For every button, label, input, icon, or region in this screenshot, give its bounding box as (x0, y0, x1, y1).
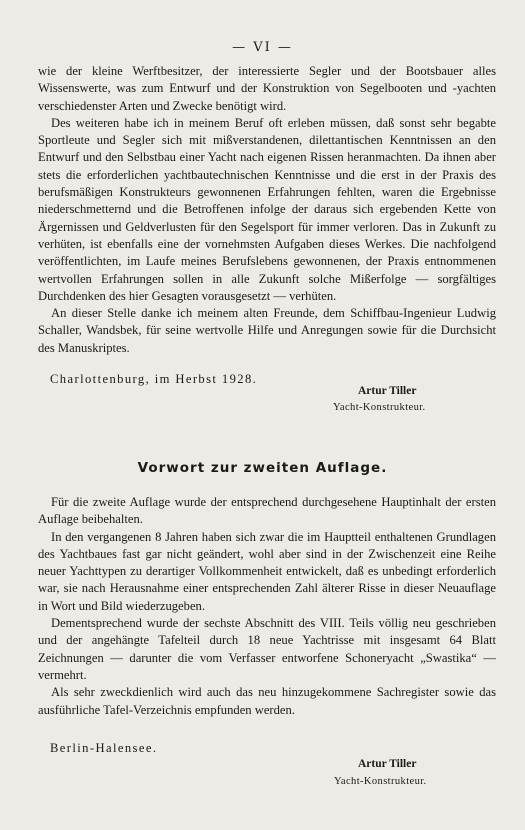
paragraph: Dementsprechend wurde der sechste Abschnitt des VIII. Teils völlig neu geschrieben und der angehängte Tafelteil durch 18 neue Yachtrisse mit insgesamt 64 Blatt Zeichnungen — darunter die vom Verfasser entworfene Schoneryacht „Swastika“ — vermehrt. (38, 616, 496, 682)
paragraph: Für die zweite Auflage wurde der entsprechend durchgesehene Hauptinhalt der ersten Auflage beibehalten. (38, 495, 496, 527)
signature-name: Artur Tiller (358, 385, 417, 397)
paragraph: wie der kleine Werftbesitzer, der interessierte Segler und der Bootsbauer alles Wissenswerte, was zum Entwurf und der Konstruktion von Segelbooten und -yachten verschiedenster Arten und Zwecke benötigt wird. (38, 64, 496, 113)
signature-name: Artur Tiller (358, 758, 417, 770)
paragraph: In den vergangenen 8 Jahren haben sich zwar die im Hauptteil enthaltenen Grundlagen des Yachtbaues fast gar nicht geändert, wohl aber sind in der Zwischenzeit eine Reihe neuer Yachttypen zu derartiger Vollkommenheit entwickelt, daß es unbedingt erforderlich war, sie nach Herausnahme einer entsprechenden Zahl älterer Risse in dieser Neuauflage in Wort und Bild wiederzugeben. (38, 529, 496, 613)
page-number: — VI — (232, 40, 293, 55)
signature-title: Yacht-Konstrukteur. (334, 776, 427, 787)
signature-title: Yacht-Konstrukteur. (333, 402, 426, 413)
paragraph: Des weiteren habe ich in meinem Beruf oft erleben müssen, daß sonst sehr begabte Sportleute und Segler sich mit mißverstandenen, dilettantischen Kenntnissen an den Entwurf und den Selbstbau einer Yacht nach eigenen Rissen heranmachten. Da ihnen aber stets die erforderlichen yachtbautechnischen Kenntnisse und die erst in der Praxis des berufsmäßigen Konstrukteurs gewonnenen Erfahrungen fehlten, waren die Ergebnisse niederschmetternd und die Betroffenen infolge der daraus sich ergebenden Kette von Ärgernissen und Geldverlusten für den Segelsport für immer verloren. Das in Zukunft zu verhüten, ist ebenfalls eine der vornehmsten Aufgaben dieses Werkes. Die nachfolgend veröffentlichten, im Laufe meines Berufslebens gewonnenen, der Praxis entnommenen wertvollen Erfahrungen sollen in alle Zukunft solche Mißerfolge — sorgfältiges Durchdenken des hier Gesagten vorausgesetzt — verhüten. (38, 115, 496, 303)
paragraph: An dieser Stelle danke ich meinem alten Freunde, dem Schiffbau-Ingenieur Ludwig Schaller, Wandsbek, für seine wertvolle Hilfe und Anregungen sowie für die Durchsicht des Manuskriptes. (38, 306, 496, 355)
place: Berlin-Halensee. (50, 741, 158, 755)
place-date: Charlottenburg, im Herbst 1928. (50, 372, 258, 386)
section-heading: Vorwort zur zweiten Auflage. (137, 460, 388, 476)
preface-second-body (38, 494, 496, 719)
preface-first-body (38, 63, 496, 357)
paragraph: Als sehr zweckdienlich wird auch das neu hinzugekommene Sachregister sowie das ausführliche Tafel-Verzeichnis empfunden werden. (38, 685, 496, 717)
